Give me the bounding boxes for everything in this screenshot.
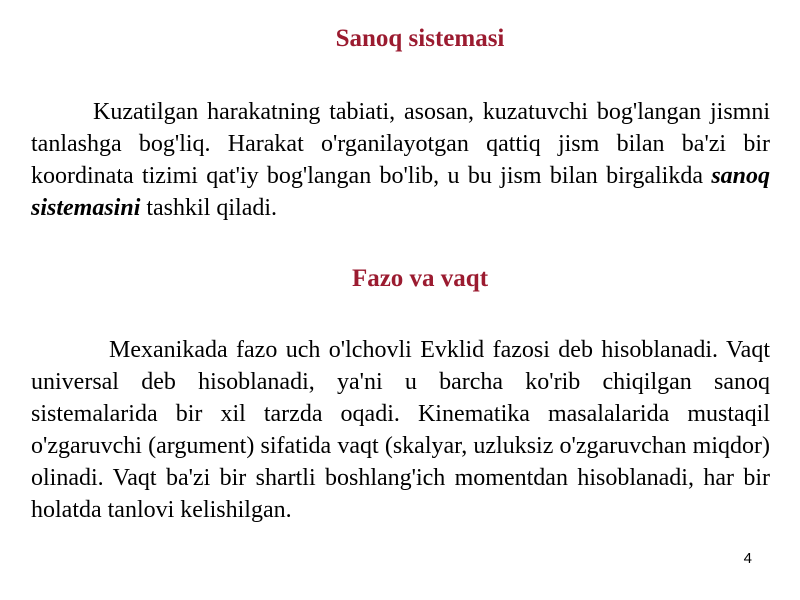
paragraph-sanoq-sistemasi xyxy=(31,96,770,224)
section-title-sanoq-sistemasi: Sanoq sistemasi xyxy=(335,25,505,52)
paragraph-text-start: Kuzatilgan harakatning tabiati, asosan, kuzatuvchi bog'langan jismni tanlashga bog'liq. Harakat o'rganilayotgan qattiq jism bilan ba'zi bir koordinata tizimi qat'iy bog'langan bo'lib, u bu jism bilan birgalikda xyxy=(31,99,770,189)
emphasized-term: sanoq sistemasini xyxy=(31,163,770,221)
paragraph-text-end: tashkil qiladi. xyxy=(140,195,278,221)
section-title-fazo-va-vaqt: Fazo va vaqt xyxy=(351,265,489,292)
paragraph-fazo-va-vaqt: Mexanikada fazo uch o'lchovli Evklid fazosi deb hisoblanadi. Vaqt universal deb hisoblanadi, ya'ni u barcha ko'rib chiqilgan sanoq sistemalarida bir xil tarzda oqadi. Kinematika masalalarida mustaqil o'zgaruvchi (argument) sifatida vaqt (skalyar, uzluksiz o'zgaruvchan miqdor) olinadi. Vaqt ba'zi bir shartli boshlang'ich momentdan hisoblanadi, har bir holatda tanlovi kelishilgan. xyxy=(31,337,770,523)
page-number: 4 xyxy=(743,550,752,567)
